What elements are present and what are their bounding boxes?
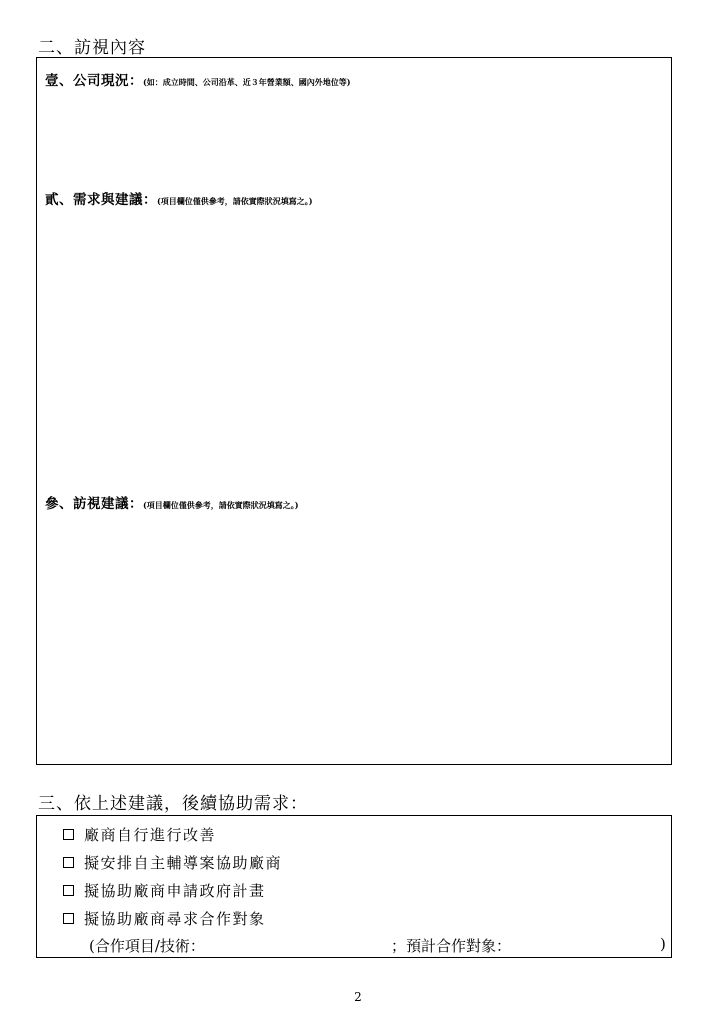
company-status-item bbox=[45, 69, 351, 89]
option-label: 擬協助廠商申請政府計畫 bbox=[84, 882, 266, 900]
checkbox-icon[interactable] bbox=[63, 857, 74, 868]
needs-suggestions-item bbox=[45, 188, 313, 208]
option-counseling-case[interactable] bbox=[63, 852, 282, 873]
option-label: 擬協助廠商尋求合作對象 bbox=[84, 910, 266, 928]
option-government-plan[interactable] bbox=[63, 880, 266, 901]
coop-item-label: (合作項目/技術： bbox=[89, 937, 205, 955]
option-find-partner[interactable] bbox=[63, 908, 266, 929]
visit-suggestions-item bbox=[45, 492, 299, 512]
section-3-title: 三、依上述建議，後續協助需求： bbox=[38, 794, 308, 814]
needs-suggestions-label: 貳、需求與建議： bbox=[45, 192, 157, 208]
visit-suggestions-note: (項目欄位僅供參考，請依實際狀況填寫之。) bbox=[143, 500, 299, 510]
option-label: 擬安排自主輔導案協助廠商 bbox=[84, 854, 283, 872]
checkbox-icon[interactable] bbox=[63, 829, 74, 840]
option-self-improve[interactable] bbox=[63, 824, 216, 845]
needs-suggestions-note: (項目欄位僅供參考，請依實際狀況填寫之。) bbox=[157, 196, 313, 206]
checkbox-icon[interactable] bbox=[63, 913, 74, 924]
coop-close-paren: ) bbox=[660, 935, 666, 953]
checkbox-icon[interactable] bbox=[63, 885, 74, 896]
visit-content-box bbox=[36, 57, 672, 765]
option-label: 廠商自行進行改善 bbox=[84, 826, 217, 844]
coop-target-label: ；預計合作對象： bbox=[391, 937, 512, 955]
page-number: 2 bbox=[354, 990, 362, 1004]
section-2-title: 二、訪視內容 bbox=[38, 38, 146, 58]
visit-suggestions-label: 參、訪視建議： bbox=[45, 496, 143, 512]
company-status-label: 壹、公司現況： bbox=[45, 73, 143, 89]
followup-box bbox=[36, 815, 672, 958]
company-status-note: (如：成立時間、公司沿革、近３年營業額、國內外地位等) bbox=[143, 77, 351, 87]
